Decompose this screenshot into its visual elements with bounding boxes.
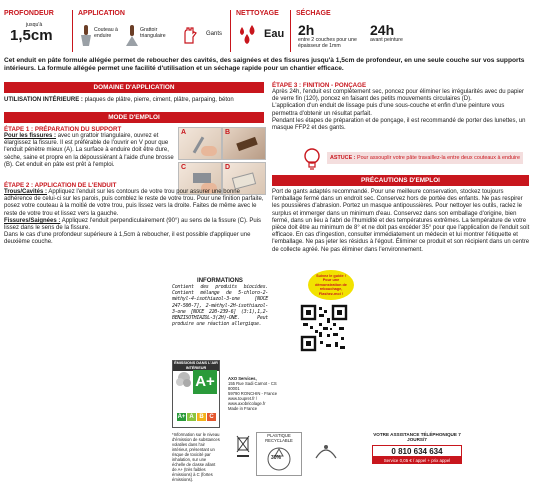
step1-body: [4, 133, 180, 169]
company-line-2: 59790 RONCHIN - France: [228, 391, 278, 396]
grade-aplus: A+: [177, 414, 186, 420]
step3-p3: Pendant les étapes de préparation et de ponçage, il est recommandé de porter des lunettes, un masque FFP2 et des gants.: [272, 117, 526, 132]
photo-d-letter: D: [225, 164, 231, 171]
astuce-text: Pour assouplir votre pâte travaillez-la entre deux couteaux à enduire: [356, 155, 520, 161]
spatula-label: Couteau à enduire: [94, 27, 118, 39]
emissions-title: ÉMISSIONS DANS L'AIR INTÉRIEUR: [174, 361, 218, 370]
grade-a: A: [187, 413, 196, 421]
company-line-3: www.toupret.fr / www.axobricolage.fr: [228, 396, 266, 406]
gloves-icon: [182, 27, 202, 44]
trash-bin-crossed-icon: [236, 434, 250, 476]
precautions-title: PRÉCAUTIONS D'EMPLOI: [272, 175, 529, 186]
step2-block: [4, 182, 266, 247]
qr-code-icon[interactable]: [300, 304, 348, 352]
depth-value: 1,5cm: [10, 27, 53, 44]
application-block: [78, 10, 218, 17]
recycle-label: PLASTIQUE RECYCLABLE: [265, 433, 293, 443]
drying-label: SÉCHAGE: [296, 10, 331, 17]
step3-p2: L'application d'un enduit de lissage puis d'une sous-couche et enfin d'une peinture vous permettra d'obtenir un résultat parfait.: [272, 103, 505, 117]
photo-c-letter: C: [181, 164, 187, 171]
water-drops-icon: [237, 25, 259, 45]
service-price: Service 0,05 € / appel + prix appel: [372, 457, 462, 464]
cloud-icon: [176, 370, 192, 394]
emissions-grade: A+: [193, 370, 217, 394]
service-phone[interactable]: 0 810 634 634: [372, 445, 462, 457]
step3-title: ÉTAPE 3 : FINITION - PONÇAGE: [272, 82, 367, 89]
informations-title: INFORMATIONS: [197, 278, 243, 284]
astuce-box: [327, 152, 523, 164]
recycled-pct: 30%: [271, 455, 282, 461]
photo-a-letter: A: [181, 129, 187, 136]
scraper-label: Grattoir triangulaire: [140, 27, 166, 39]
gloves-label: Gants: [206, 31, 223, 37]
step2-lead-2: Fissures/Saignées :: [4, 217, 61, 224]
drying-text-1: entre 2 couches pour une épaisseur de 1mm: [298, 37, 357, 49]
grade-c: C: [207, 413, 216, 421]
step1-block: [4, 126, 180, 169]
domain-text: plaques de plâtre, pierre, ciment, plâtre, parpaing, béton: [84, 97, 234, 103]
astuce-label: ASTUCE :: [330, 155, 356, 161]
recycle-box: [256, 432, 302, 476]
grade-b: B: [197, 413, 206, 421]
mode-title: MODE D'EMPLOI: [4, 112, 264, 123]
service-title: VOTRE ASSISTANCE TÉLÉPHONIQUE 7 JOURS/7: [373, 432, 461, 443]
scraper-icon: [126, 25, 138, 47]
photo-b-letter: B: [225, 129, 231, 136]
photo-a: [178, 127, 222, 160]
step1-title: ÉTAPE 1 : PRÉPARATION DU SUPPORT: [4, 126, 122, 133]
company-name: AXO Services,: [228, 376, 257, 381]
assistance-block: [372, 432, 462, 464]
cleaning-label: NETTOYAGE: [236, 10, 279, 17]
drying-text-2: avant peinture: [370, 37, 403, 43]
precautions-text: Port de gants adaptés recommandé. Pour une meilleure conservation, stockez toujours l'emballage fermé dans un endroit sec. Conservez hors de portée des enfants. Ne pas respirer les poussières d'abrasion. Portez un masque antipoussières. Pour nettoyer les outils, raclez le surplus et immerger dans un minimum d'eau. Conservez dans son emballage d'origine, bien fermé, dans un lieu à l'abri de l'humidité et des températures extrêmes. La température de votre pièce doit être au minimum de 8° et ne doit pas excéder 35° pour que l'application de l'enduit soit efficace. En cas d'ingestion, consulter immédiatement un médecin et lui montrer l'étiquette et l'emballage. Ne pas jeter les résidus à l'égout. Éliminer ce produit et son récipient dans un centre de collecte agréé. Ne pas éliminer dans l'environnement.: [272, 189, 530, 253]
depth-sub: jusqu'à: [26, 22, 43, 28]
drying-block: [296, 10, 331, 17]
company-line-4: Made in France: [228, 406, 258, 411]
step2-lead: Trous/Cavités :: [4, 189, 48, 195]
step3-p1: Après 24h, l'enduit est complètement sec, poncez pour éliminer les irrégularités avec du papier de verre fin (120), poncez en faisant des petits mouvements circulaires (D).: [272, 89, 524, 103]
step2-title: ÉTAPE 2 : APPLICATION DE L'ENDUIT: [4, 182, 117, 189]
cleaning-block: [236, 10, 292, 17]
qr-bubble: Suivez le guide ! Pour une démonstration de rebouchage, Flashez-moi !: [308, 270, 354, 300]
step2-body: [4, 189, 266, 218]
step1-text: avec un grattoir triangulaire, ouvrez et élargissez la fissure. Il est préférable de l'ouvrir en V pour que l'enduit pénètre mieux (A). La surface à enduire doit être dure, sèche, saine et propre en la dépoussiérant à l'aide d'une brosse (B). Cet enduit en pâte est prêt à l'emploi.: [4, 133, 174, 168]
depth-block: [4, 10, 64, 44]
spatula-icon: [80, 25, 92, 47]
step1-lead: Pour les fissures :: [4, 133, 57, 139]
step2-body-2: [4, 218, 266, 232]
lightbulb-icon: [303, 147, 321, 171]
emissions-label: [172, 360, 220, 428]
drying-value-1: 2h: [298, 22, 315, 38]
triman-icon: [312, 440, 340, 462]
emission-note: *Information sur le niveau d'émission de substances volatiles dans l'air intérieur, présentant un risque de toxicité par inhalation, sur une échelle de classe allant de A+ (très faibles émissions) à C (fortes émissions).: [172, 432, 220, 482]
step2-text-2: Appliquez l'enduit perpendiculairement (90°) au sens de la fissure (C). Puis lissez dans le sens de la fissure.: [4, 217, 262, 232]
step2-text-3: Dans le cas d'une profondeur supérieure à 1,5cm à reboucher, il est possible d'appliquer une deuxième couche.: [4, 232, 251, 246]
domain-body: [4, 97, 266, 104]
step3-block: [272, 82, 530, 132]
domain-title: DOMAINE D'APPLICATION: [4, 82, 264, 93]
informations-block: [172, 278, 268, 327]
step2-text: Appliquez l'enduit sur les contours de votre trou pour assurer une bonne adhérence de celui-ci sur les parois, puis comblez le reste de votre trou. Pour une finition parfaite, posez votre couteau à la moitié de votre trou, puis lissez vers la droite. Faites de même avec le reste de votre trou et lissez vers la gauche.: [4, 189, 264, 217]
depth-label: PROFONDEUR: [4, 10, 54, 17]
application-label: APPLICATION: [78, 10, 125, 17]
photo-b: [222, 127, 266, 160]
informations-text: Contient des produits biocides. Contient mélange de 5-chloro-2-méthyl-4-isothiazol-3-one [NOCE 247-500-7], 2-méthyl-2H-isothiazol-3-one [NOCE 220-239-6] (3:1),1,2-BENZISOTHIAZOL-3(2H)-ONE. Peut produire une réaction allergique.: [172, 284, 268, 328]
domain-label: UTILISATION INTÉRIEURE :: [4, 97, 83, 103]
company-line-1: 155 Rue Sadi Carnot - CS 80001: [228, 381, 277, 391]
cleaning-value: Eau: [264, 28, 285, 40]
drying-value-2: 24h: [370, 22, 395, 38]
company-block: [228, 376, 288, 411]
intro-text: Cet enduit en pâte formule allégée permet de reboucher des cavités, des saignées et des fissures jusqu'à 1,5cm de profondeur, en une seule couche sur vos supports intérieurs. La formule allégée permet une facilité d'utilisation et un séchage rapide pour un chantier efficace.: [4, 57, 525, 72]
